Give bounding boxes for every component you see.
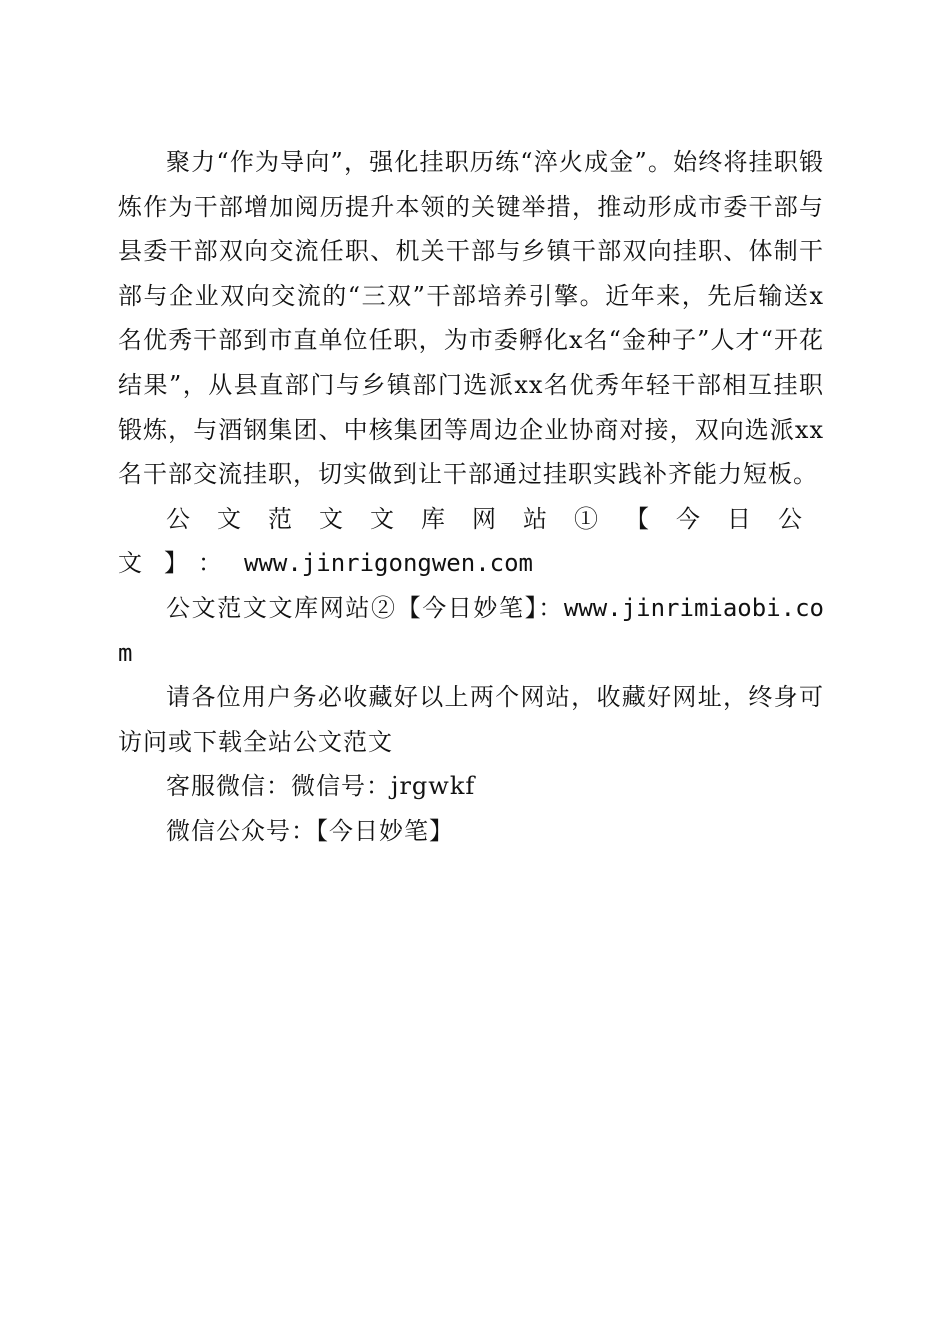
promo-site1-label: 公文范文文库网站①【今日公文】： [118, 504, 824, 578]
document-page [118, 140, 824, 854]
body-paragraph: 聚力“作为导向”，强化挂职历练“淬火成金”。始终将挂职锻炼作为干部增加阅历提升本领的关键举措，推动形成市委干部与县委干部双向交流任职、机关干部与乡镇干部双向挂职、体制干部与企业双向交流的“三双”干部培养引擎。近年来，先后输送x名优秀干部到市直单位任职，为市委孵化x名“金种子”人才“开花结果”，从县直部门与乡镇部门选派xx名优秀年轻干部相互挂职锻炼，与酒钢集团、中核集团等周边企业协商对接，双向选派xx名干部交流挂职，切实做到让干部通过挂职实践补齐能力短板。 [118, 148, 824, 489]
promo-site1-line [118, 497, 824, 586]
promo-site2-line [118, 586, 824, 675]
promo-service-wechat: 客服微信：微信号：jrgwkf [166, 772, 476, 801]
promo-official-account: 微信公众号：【今日妙笔】 [166, 816, 454, 845]
promo-notice: 请各位用户务必收藏好以上两个网站，收藏好网址，终身可访问或下载全站公文范文 [118, 683, 824, 756]
promo-site1-url: www.jinrigongwen.com [244, 549, 533, 578]
promo-site2-label: 公文范文文库网站②【今日妙笔】： [166, 593, 564, 622]
promo-site2-url: www.jinrimiaobi.com [118, 593, 824, 667]
